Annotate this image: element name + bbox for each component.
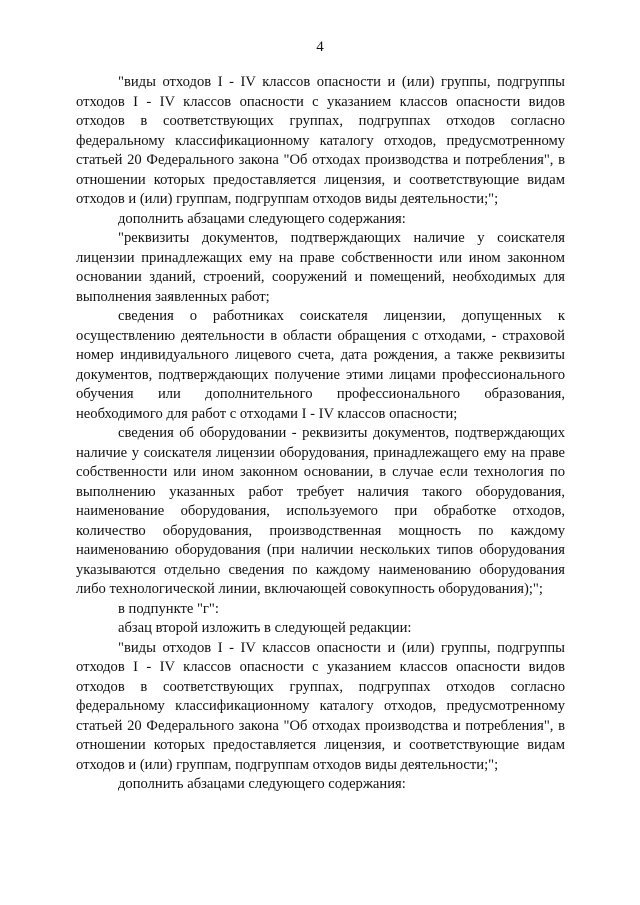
paragraph-add-clauses-instruction: дополнить абзацами следующего содержания:	[118, 210, 406, 227]
paragraph-buildings-documents: "реквизиты документов, подтверждающих наличие у соискателя лицензии принадлежащих ему на праве собственности или ином законном основании зданий, строений, сооружений и помещений, необходимых для выполнения заявленных работ;	[76, 230, 565, 305]
document-body	[76, 73, 565, 795]
page-number: 4	[316, 39, 324, 55]
paragraph-add-clauses-instruction-repeat: дополнить абзацами следующего содержания:	[118, 776, 406, 792]
paragraph-employees-info: сведения о работниках соискателя лицензии, допущенных к осуществлению деятельности в области обращения с отходами, - страховой номер индивидуального лицевого счета, дата рождения, а также реквизиты документов, подтверждающих получение этими лицами профессионального обучения или дополнительного профессионального образования, необходимого для работ с отходами I - IV классов опасности;	[76, 308, 565, 422]
paragraph-second-clause-instruction: абзац второй изложить в следующей редакции:	[118, 620, 412, 636]
paragraph-equipment-info: сведения об оборудовании - реквизиты документов, подтверждающих наличие у соискателя лицензии оборудования, принадлежащего ему на праве собственности или ином законном основании, в случае если технология по выполнению указанных работ требует наличия такого оборудования, наименование оборудования, используемого при обработке отходов, количество оборудования, производственная мощность по каждому наименованию оборудования (при наличии нескольких типов оборудования указываются отдельно сведения по каждому наименованию оборудования либо технологической линии, включающей совокупность оборудования);";	[76, 425, 565, 597]
paragraph-waste-types-wording-repeat: "виды отходов I - IV классов опасности и (или) группы, подгруппы отходов I - IV классов опасности с указанием классов опасности видов отходов в соответствующих группах, подгруппах отходов согласно федеральному классификационному каталогу отходов, предусмотренному статьей 20 Федерального закона "Об отходах производства и потребления", в отношении которых предоставляется лицензия, и соответствующие видам отходов и (или) группам, подгруппам отходов виды деятельности;";	[76, 639, 565, 773]
paragraph-subitem-g: в подпункте "г":	[118, 600, 219, 617]
paragraph-waste-types-wording: "виды отходов I - IV классов опасности и (или) группы, подгруппы отходов I - IV классов опасности с указанием классов опасности видов отходов в соответствующих группах, подгруппах отходов согласно федеральному классификационному каталогу отходов, предусмотренному статьей 20 Федерального закона "Об отходах производства и потребления", в отношении которых предоставляется лицензия, и соответствующие видам отходов и (или) группам, подгруппам отходов виды деятельности;";	[76, 74, 565, 207]
